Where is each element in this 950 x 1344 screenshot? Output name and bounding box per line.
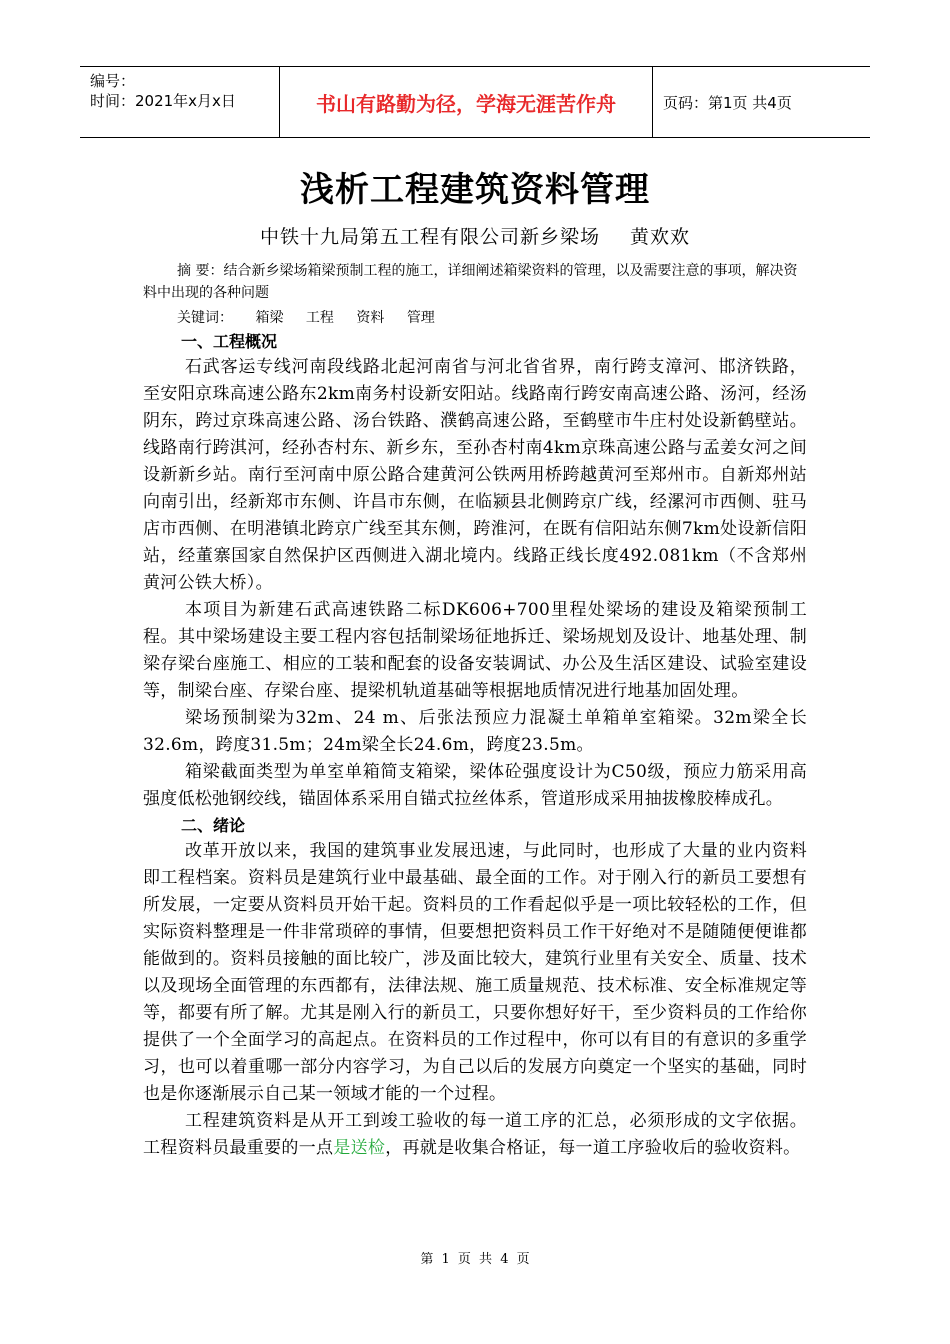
document-title: 浅析工程建筑资料管理 bbox=[300, 170, 650, 210]
page-footer: 第 1 页 共 4 页 bbox=[420, 1252, 530, 1267]
paragraph: 改革开放以来，我国的建筑事业发展迅速，与此同时，也形成了大量的业内资料即工程档案。资料员是建筑行业中最基础、最全面的工作。对于刚入行的新员工要想有所发展，一定要从资料员开始干起。资料员的工作看起似乎是一项比较轻松的工作，但实际资料整理是一件非常琐碎的事情，但要想把资料员工作干好绝对不是随随便便谁都能做到的。资料员接触的面比较广，涉及面比较大，建筑行业里有关安全、质量、技术以及现场全面管理的东西都有，法律法规、施工质量规范、技术标准、安全标准规定等等，都要有所了解。尤其是刚入行的新员工，只要你想好好干，至少资料员的工作给你提供了一个全面学习的高起点。在资料员的工作过程中，你可以有目的有意识的多重学习，也可以着重哪一部分内容学习，为自己以后的发展方向奠定一个坚实的基础，同时也是你逐渐展示自己某一领域才能的一个过程。 bbox=[143, 841, 807, 1104]
keyword: 工程 bbox=[305, 310, 334, 326]
author-name: 黄欢欢 bbox=[630, 226, 691, 248]
paragraph: 梁场预制梁为32m、24 m、后张法预应力混凝土单箱单室箱梁。32m梁全长32.6m，跨度31.5m；24m梁全长24.6m，跨度23.5m。 bbox=[143, 708, 807, 755]
header-meta bbox=[80, 67, 280, 137]
highlighted-link-text[interactable]: 是送检 bbox=[333, 1138, 386, 1158]
number-label: 编号： bbox=[90, 72, 136, 90]
paragraph-text: 工程建筑资料是从开工到竣工验收的每一道工序的汇总，必须形成的文字依据。工程资料员最重要的一点 bbox=[143, 1111, 807, 1158]
paragraph bbox=[143, 1108, 807, 1162]
abstract: 摘 要：结合新乡梁场箱梁预制工程的施工，详细阐述箱梁资料的管理，以及需要注意的事项，解决资料中出现的各种问题 bbox=[143, 263, 798, 301]
document-body bbox=[143, 260, 807, 1162]
author-org: 中铁十九局第五工程有限公司新乡梁场 bbox=[259, 226, 600, 248]
author-line bbox=[0, 222, 950, 249]
keyword: 资料 bbox=[356, 310, 385, 326]
header-page-info: 页码：第1页 共4页 bbox=[663, 93, 792, 112]
time-label: 时间：2021年x月x日 bbox=[90, 92, 236, 110]
section-heading: 二、绪论 bbox=[181, 816, 246, 835]
paragraph: 石武客运专线河南段线路北起河南省与河北省省界，南行跨支漳河、邯济铁路，至安阳京珠高速公路东2km南务村设新安阳站。线路南行跨安南高速公路、汤河，经汤阴东，跨过京珠高速公路、汤台铁路、濮鹤高速公路，至鹤壁市牛庄村处设新鹤壁站。线路南行跨淇河，经孙杏村东、新乡东，至孙杏村南4km京珠高速公路与孟姜女河之间设新新乡站。南行至河南中原公路合建黄河公铁两用桥跨越黄河至郑州市。自新郑州站向南引出，经新郑市东侧、许昌市东侧，在临颍县北侧跨京广线，经漯河市西侧、驻马店市西侧、在明港镇北跨京广线至其东侧，跨淮河，在既有信阳站东侧7km处设新信阳站，经董寨国家自然保护区西侧进入湖北境内。线路正线长度492.081km（不含郑州黄河公铁大桥）。 bbox=[143, 357, 807, 593]
paragraph: 箱梁截面类型为单室单箱简支箱梁，梁体砼强度设计为C50级，预应力筋采用高强度低松弛钢绞线，锚固体系采用自锚式拉丝体系，管道形成采用抽拔橡胶棒成孔。 bbox=[143, 762, 807, 809]
section-heading: 一、工程概况 bbox=[181, 332, 278, 351]
paragraph: 本项目为新建石武高速铁路二标DK606+700里程处梁场的建设及箱梁预制工程。其中梁场建设主要工程内容包括制梁场征地拆迁、梁场规划及设计、地基处理、制梁存梁台座施工、相应的工装和配套的设备安装调试、办公及生活区建设、试验室建设等，制梁台座、存梁台座、提梁机轨道基础等根据地质情况进行地基加固处理。 bbox=[143, 600, 807, 701]
keywords-label: 关键词： bbox=[177, 310, 233, 326]
page-header bbox=[80, 66, 870, 138]
keyword: 箱梁 bbox=[255, 310, 284, 326]
paragraph-text: ，再就是收集合格证，每一道工序验收后的验收资料。 bbox=[385, 1138, 801, 1158]
keyword: 管理 bbox=[406, 310, 435, 326]
keywords bbox=[177, 307, 807, 329]
header-motto: 书山有路勤为径，学海无涯苦作舟 bbox=[280, 67, 653, 137]
